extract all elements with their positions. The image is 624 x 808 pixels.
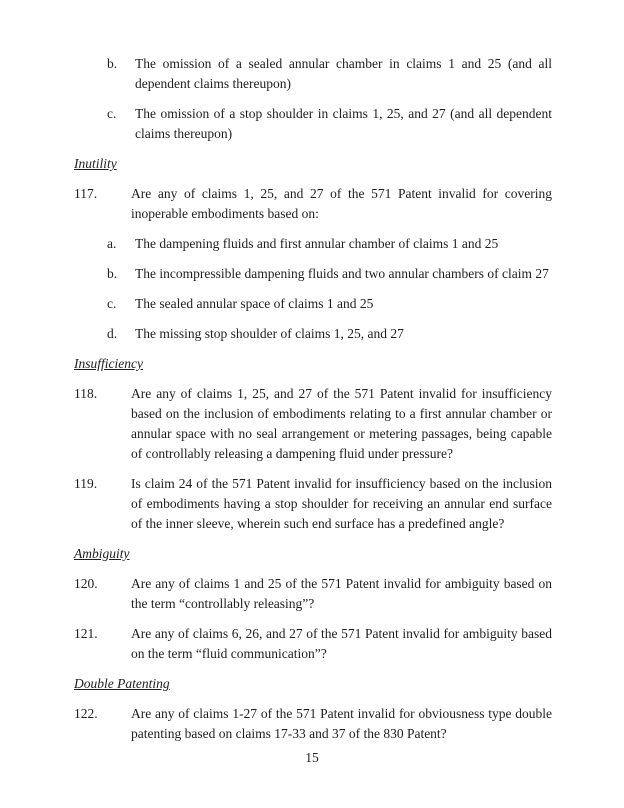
item-number: 120. [74,576,98,591]
section-heading-double-patenting: Double Patenting [74,676,170,691]
subitem-letter: b. [107,266,118,281]
numbered-item [74,384,552,464]
lettered-subitem [74,294,552,314]
section-heading-ambiguity: Ambiguity [74,546,130,561]
lettered-subitem [74,104,552,144]
item-number: 119. [74,476,98,491]
subitem-text: The missing stop shoulder of claims 1, 25, and 27 [135,326,404,341]
subitem-text: The omission of a sealed annular chamber in claims 1 and 25 (and all dependent claims thereupon) [135,56,552,91]
subitem-letter: a. [107,236,117,251]
lettered-subitem [74,264,552,284]
item-text: Are any of claims 1, 25, and 27 of the 571 Patent invalid for insufficiency based on the inclusion of embodiments relating to a first annular chamber or annular space with no seal arrangement or metering passages, being capable of controllably releasing a dampening fluid under pressure? [131,386,552,461]
subitem-text: The incompressible dampening fluids and two annular chambers of claim 27 [135,266,549,281]
numbered-item [74,184,552,224]
lettered-subitem [74,234,552,254]
item-text: Are any of claims 1 and 25 of the 571 Patent invalid for ambiguity based on the term “controllably releasing”? [131,576,552,611]
item-number: 117. [74,186,98,201]
document-body [74,54,552,754]
lettered-subitem [74,324,552,344]
item-number: 122. [74,706,98,721]
page-number: 15 [305,750,319,765]
section-heading-inutility: Inutility [74,156,117,171]
numbered-item [74,474,552,534]
item-text: Is claim 24 of the 571 Patent invalid for insufficiency based on the inclusion of embodiments having a stop shoulder for receiving an annular end surface of the inner sleeve, wherein such end surface has a predefined angle? [131,476,552,531]
subitem-text: The dampening fluids and first annular chamber of claims 1 and 25 [135,236,499,251]
item-text: Are any of claims 1, 25, and 27 of the 571 Patent invalid for covering inoperable embodiments based on: [131,186,552,221]
lettered-subitem [74,54,552,94]
subitem-letter: c. [107,106,117,121]
numbered-item [74,624,552,664]
subitem-letter: d. [107,326,118,341]
section-heading-insufficiency: Insufficiency [74,356,143,371]
subitem-text: The sealed annular space of claims 1 and 25 [135,296,374,311]
subitem-text: The omission of a stop shoulder in claims 1, 25, and 27 (and all dependent claims thereupon) [135,106,552,141]
item-number: 121. [74,626,98,641]
subitem-letter: b. [107,56,118,71]
item-text: Are any of claims 1-27 of the 571 Patent invalid for obviousness type double patenting based on claims 17-33 and 37 of the 830 Patent? [131,706,552,741]
numbered-item [74,704,552,744]
numbered-item [74,574,552,614]
item-number: 118. [74,386,98,401]
item-text: Are any of claims 6, 26, and 27 of the 571 Patent invalid for ambiguity based on the term “fluid communication”? [131,626,552,661]
subitem-letter: c. [107,296,117,311]
